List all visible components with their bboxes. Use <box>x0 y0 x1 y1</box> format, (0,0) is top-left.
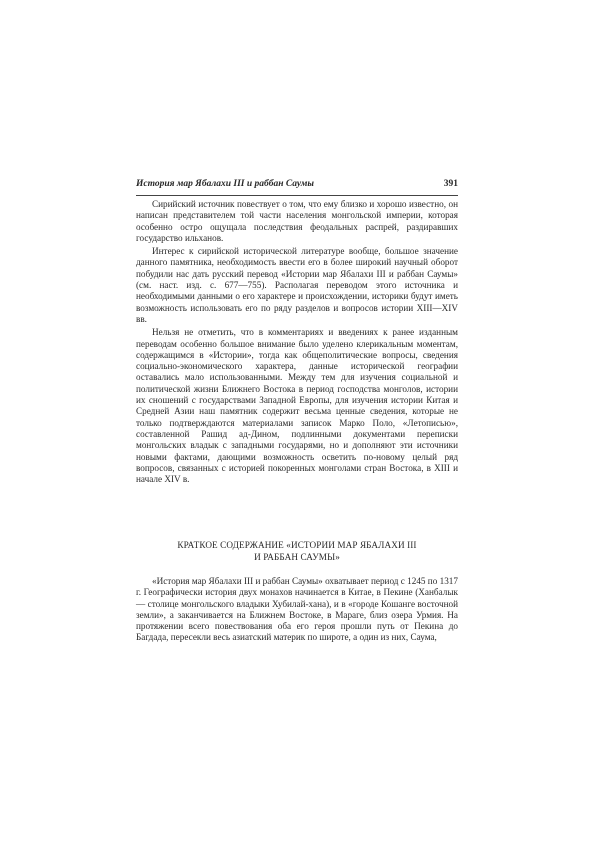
section-heading-line: И РАББАН САУМЫ» <box>254 552 340 562</box>
paragraph: Нельзя не отметить, что в комментариях и введениях к ранее изданным переводам особенно большое внимание было уделено клерикальным моментам, содержащимся в «Истории», тогда как общеполитические вопросы, сведения социально-экономического характера, данные исторической географии оставались мало использованными. Между тем для изучения социальной и политической жизни Ближнего Востока в период господства монголов, истории их сношений с государствами Западной Европы, для изучения истории Китая и Средней Азии наш памятник содержит весьма ценные сведения, которые не только подтверждаются материалами записок Марко Поло, «Летописью», составленной Рашид ад-Дином, подлинными документами переписки монгольских владык с западными государями, но и дополняют эти источники новыми фактами, дающими возможность осветить по-новому целый ряд вопросов, связанных с историей покоренных монголами стран Востока, в XIII и начале XIV в. <box>136 327 458 485</box>
header-rule <box>136 195 458 196</box>
main-text <box>136 199 458 485</box>
page-number: 391 <box>443 179 458 189</box>
section-heading <box>136 539 458 563</box>
paragraph: Сирийский источник повествует о том, что ему близко и хорошо известно, он написан представителем той части населения монгольской империи, которая особенно остро ощущала последствия феодальных распрей, раздиравших государство ильханов. <box>136 199 458 243</box>
running-header <box>136 179 458 192</box>
section-heading-line: КРАТКОЕ СОДЕРЖАНИЕ «ИСТОРИИ МАР ЯБАЛАХИ III <box>177 540 417 550</box>
paragraph: Интерес к сирийской исторической литературе вообще, большое значение данного памятника, необходимость ввести его в более широкий научный оборот побудили нас дать русский перевод «Истории мар Ябалахи III и раббан Саумы» (см. наст. изд. с. 677—755). Располагая переводом этого источника и необходимыми данными о его характере и происхождении, историки будут иметь возможность использовать его по ряду разделов и вопросов истории XIII—XIV вв. <box>136 246 458 324</box>
paragraph: «История мар Ябалахи III и раббан Саумы» охватывает период с 1245 по 1317 г. Географически история двух монахов начинается в Китае, в Пекине (Ханбалык — столице монгольского владыки Хубилай-хана), и в «городе Кошанге восточной земли», а заканчивается на Ближнем Востоке, в Мараге, близ озера Урмия. На протяжении всего повествования оба его героя прошли путь от Пекина до Багдада, пересекли весь азиатский материк по широте, а один из них, Саума, <box>136 576 458 643</box>
section-text <box>136 576 458 644</box>
running-title: История мар Ябалахи III и раббан Саумы <box>136 179 314 189</box>
